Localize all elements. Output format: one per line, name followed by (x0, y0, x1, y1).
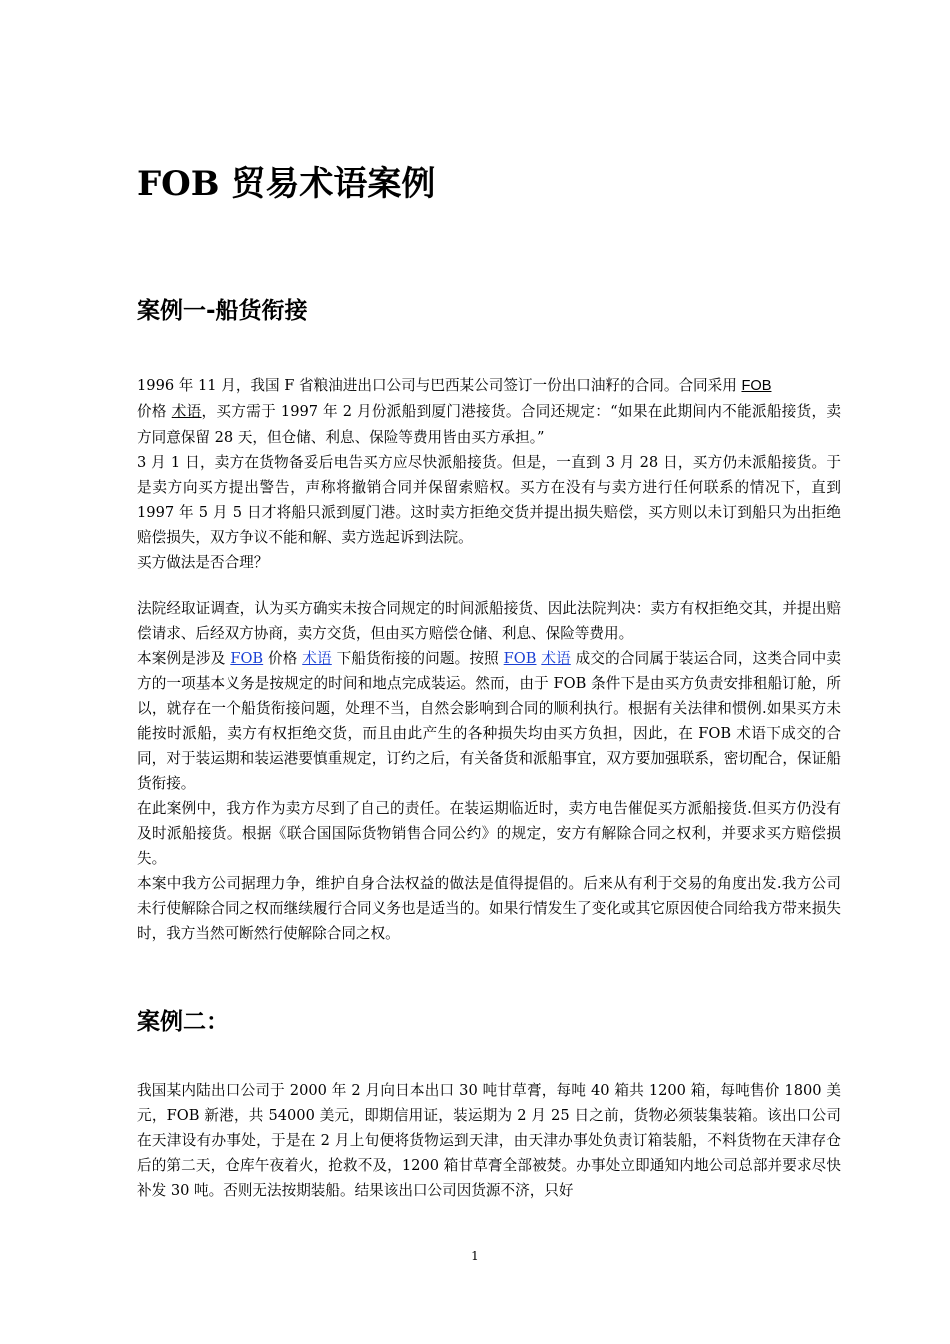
text-run: 价格 (263, 650, 303, 667)
term-link[interactable]: 术语 (302, 650, 332, 667)
term-link[interactable]: 术语 (541, 650, 571, 667)
paragraph: 我国某内陆出口公司于 2000 年 2 月向日本出口 30 吨甘草膏，每吨 40 箱共 1200 箱，每吨售价 1800 美元，FOB 新港，共 54000 美元，即期信用证，装运期为 2 月 25 日之前，货物必须装集装箱。该出口公司在天津设有办事处，于是在 2 月上旬便将货物运到天津，由天津办事处负责订箱装船，不料货物在天津存仓后的第二天，仓库午夜着火，抢救不及，1200 箱甘草膏全部被焚。办事处立即通知内地公司总部并要求尽快补发 30 吨。否则无法按期装船。结果该出口公司因货源不济，只好 (137, 1082, 841, 1199)
case2-heading: 案例二： (137, 1009, 229, 1035)
text-run: 价格 (137, 403, 172, 420)
paragraph: 本案中我方公司据理力争，维护自身合法权益的做法是值得提倡的。后来从有利于交易的角度出发.我方公司未行使解除合同之权而继续履行合同义务也是适当的。如果行情发生了变化或其它原因使合同给我方带来损失时，我方当然可断然行使解除合同之权。 (137, 875, 841, 942)
paragraph: 在此案例中，我方作为卖方尽到了自己的责任。在装运期临近时，卖方电告催促买方派船接货.但买方仍没有及时派船接货。根据《联合国国际货物销售合同公约》的规定，安方有解除合同之权利，并要求买方赔偿损失。 (137, 800, 841, 867)
text-run: 本案例是涉及 (137, 650, 231, 667)
text-run: ，买方需于 1997 年 2 月份派船到厦门港接货。合同还规定：“如果在此期间内不能派船接货，卖方同意保留 28 天，但仓储、利息、保险等费用皆由买方承担。” (137, 403, 841, 446)
text-run: 下船货衔接的问题。按照 (331, 650, 504, 667)
fob-link[interactable]: FOB (503, 650, 537, 667)
question: 买方做法是否合理？ (137, 554, 269, 571)
case1-description (137, 373, 841, 575)
text-run: 成交的合同属于装运合同，这类合同中卖方的一项基本义务是按规定的时间和地点完成装运。然而，由于 FOB 条件下是由买方负责安排租船订舱，所以，就存在一个船货衔接问题，处理不当，自然会影响到合同的顺利执行。根据有关法律和惯例.如果买方未能按时派船，卖方有权拒绝交货，而且由此产生的各种损失均由买方负担，因此，在 FOB 术语下成交的合同，对于装运期和装运港要慎重规定，订约之后，有关备货和派船事宜，双方要加强联系，密切配合，保证船货衔接。 (137, 650, 842, 792)
term-link[interactable]: 术语 (171, 404, 202, 420)
fob-link[interactable]: FOB (741, 378, 772, 394)
case1-heading: 案例一-船货衔接 (137, 298, 308, 324)
paragraph (137, 373, 841, 450)
paragraph (137, 646, 841, 796)
paragraph: 法院经取证调查，认为买方确实未按合同规定的时间派船接货、因此法院判决：卖方有权拒绝交其，并提出赔偿请求、后经双方协商，卖方交货，但由买方赔偿仓储、利息、保险等费用。 (137, 600, 841, 642)
text-run: 1996 年 11 月，我国 F 省粮油进出口公司与巴西某公司签订一份出口油籽的合同。合同采用 (137, 377, 742, 394)
case1-analysis (137, 596, 841, 946)
paragraph: 3 月 1 日，卖方在货物备妥后电告买方应尽快派船接货。但是，一直到 3 月 28 日，买方仍未派船接货。于是卖方向买方提出警告，声称将撤销合同并保留索赔权。买方在没有与卖方进行任何联系的情况下，直到 1997 年 5 月 5 日才将船只派到厦门港。这时卖方拒绝交货并提出损失赔偿，买方则以未订到船只为出拒绝赔偿损失，双方争议不能和解、卖方选起诉到法院。 (137, 454, 841, 546)
case2-description (137, 1078, 841, 1203)
page-number: 1 (471, 1249, 479, 1263)
fob-link[interactable]: FOB (230, 650, 264, 667)
document-title: FOB 贸易术语案例 (137, 164, 436, 204)
